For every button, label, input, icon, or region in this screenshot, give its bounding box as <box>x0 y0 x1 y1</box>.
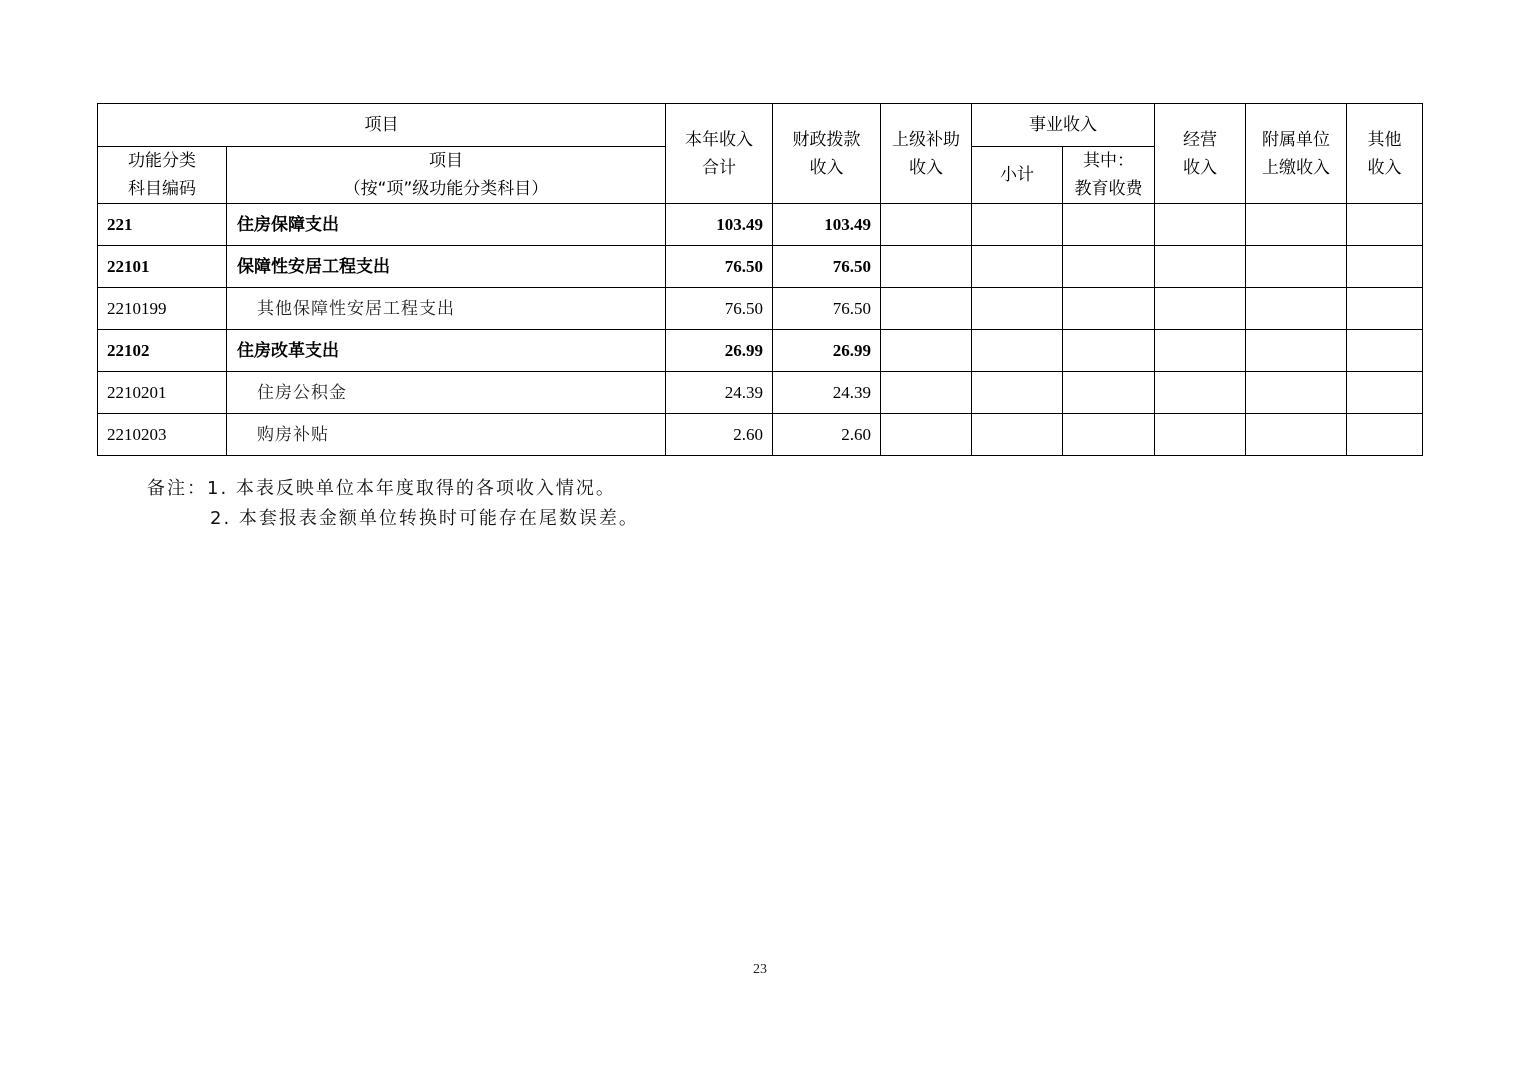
cell-operating <box>1155 204 1246 246</box>
cell-superior <box>881 288 972 330</box>
cell-superior <box>881 414 972 456</box>
header-superior-line2: 收入 <box>909 157 943 178</box>
cell-code: 22102 <box>98 330 227 372</box>
header-education-fee <box>1063 147 1155 204</box>
page-number: 23 <box>753 962 767 977</box>
cell-subtotal <box>972 330 1063 372</box>
header-name-line1: 项目 <box>429 151 463 171</box>
cell-education <box>1063 372 1155 414</box>
cell-code: 221 <box>98 204 227 246</box>
header-superior-line1: 上级补助 <box>892 129 960 150</box>
cell-name: 住房保障支出 <box>227 204 666 246</box>
cell-other <box>1347 204 1423 246</box>
cell-education <box>1063 246 1155 288</box>
cell-affiliate <box>1246 414 1347 456</box>
table-row <box>98 204 1423 246</box>
cell-total: 76.50 <box>666 288 773 330</box>
cell-subtotal <box>972 246 1063 288</box>
cell-fiscal: 76.50 <box>773 246 881 288</box>
header-code-line2: 科目编码 <box>128 179 196 199</box>
header-affiliate-line1: 附属单位 <box>1262 129 1330 150</box>
header-operating-income <box>1155 104 1246 204</box>
header-operating-line2: 收入 <box>1183 157 1217 178</box>
cell-affiliate <box>1246 288 1347 330</box>
cell-affiliate <box>1246 204 1347 246</box>
header-project-group: 项目 <box>98 104 666 147</box>
cell-fiscal: 103.49 <box>773 204 881 246</box>
cell-fiscal: 76.50 <box>773 288 881 330</box>
header-other-line2: 收入 <box>1367 157 1402 178</box>
header-name-line2: （按“项”级功能分类科目） <box>343 179 549 199</box>
header-fiscal-line2: 收入 <box>809 157 844 178</box>
cell-code: 2210203 <box>98 414 227 456</box>
table-row <box>98 414 1423 456</box>
cell-operating <box>1155 246 1246 288</box>
table-notes <box>147 474 639 534</box>
cell-name: 购房补贴 <box>227 414 666 456</box>
table-body <box>98 204 1423 456</box>
cell-operating <box>1155 288 1246 330</box>
income-table <box>97 103 1423 456</box>
cell-code: 22101 <box>98 246 227 288</box>
header-fiscal-income <box>773 104 881 204</box>
cell-total: 26.99 <box>666 330 773 372</box>
cell-other <box>1347 288 1423 330</box>
cell-superior <box>881 372 972 414</box>
cell-total: 76.50 <box>666 246 773 288</box>
cell-superior <box>881 204 972 246</box>
note-text-2: 2. 本套报表金额单位转换时可能存在尾数误差。 <box>210 508 639 529</box>
cell-other <box>1347 246 1423 288</box>
header-fiscal-line1: 财政拨款 <box>792 129 861 150</box>
cell-subtotal <box>972 372 1063 414</box>
header-business-income-group: 事业收入 <box>972 104 1155 147</box>
header-superior-subsidy <box>881 104 972 204</box>
note-text-1: 1. 本表反映单位本年度取得的各项收入情况。 <box>207 478 616 499</box>
cell-name: 住房改革支出 <box>227 330 666 372</box>
cell-affiliate <box>1246 330 1347 372</box>
cell-education <box>1063 288 1155 330</box>
cell-total: 2.60 <box>666 414 773 456</box>
header-subtotal: 小计 <box>972 147 1063 204</box>
header-other-income <box>1347 104 1423 204</box>
cell-affiliate <box>1246 246 1347 288</box>
header-education-line2: 教育收费 <box>1074 179 1143 199</box>
table-row <box>98 372 1423 414</box>
header-affiliate-income <box>1246 104 1347 204</box>
cell-name: 其他保障性安居工程支出 <box>227 288 666 330</box>
cell-subtotal <box>972 288 1063 330</box>
header-total-income <box>666 104 773 204</box>
note-line-2 <box>147 504 639 534</box>
cell-education <box>1063 330 1155 372</box>
cell-total: 24.39 <box>666 372 773 414</box>
header-code-line1: 功能分类 <box>128 151 196 171</box>
header-total-line1: 本年收入 <box>685 129 753 150</box>
header-affiliate-line2: 上缴收入 <box>1262 157 1330 178</box>
cell-education <box>1063 414 1155 456</box>
cell-operating <box>1155 414 1246 456</box>
cell-code: 2210199 <box>98 288 227 330</box>
cell-superior <box>881 246 972 288</box>
cell-other <box>1347 330 1423 372</box>
cell-operating <box>1155 330 1246 372</box>
cell-fiscal: 26.99 <box>773 330 881 372</box>
header-operating-line1: 经营 <box>1183 129 1217 150</box>
header-function-code <box>98 147 227 204</box>
cell-affiliate <box>1246 372 1347 414</box>
cell-subtotal <box>972 204 1063 246</box>
table-row <box>98 288 1423 330</box>
cell-name: 住房公积金 <box>227 372 666 414</box>
table-row <box>98 246 1423 288</box>
header-project-name <box>227 147 666 204</box>
table-row <box>98 330 1423 372</box>
header-other-line1: 其他 <box>1367 129 1402 150</box>
cell-fiscal: 2.60 <box>773 414 881 456</box>
table-header <box>98 104 1423 204</box>
cell-education <box>1063 204 1155 246</box>
cell-name: 保障性安居工程支出 <box>227 246 666 288</box>
cell-subtotal <box>972 414 1063 456</box>
cell-total: 103.49 <box>666 204 773 246</box>
cell-other <box>1347 414 1423 456</box>
header-total-line2: 合计 <box>702 157 736 178</box>
cell-other <box>1347 372 1423 414</box>
cell-fiscal: 24.39 <box>773 372 881 414</box>
note-prefix: 备注： <box>147 478 207 499</box>
cell-superior <box>881 330 972 372</box>
cell-operating <box>1155 372 1246 414</box>
header-education-line1: 其中： <box>1083 151 1134 171</box>
cell-code: 2210201 <box>98 372 227 414</box>
note-line-1 <box>147 474 639 504</box>
